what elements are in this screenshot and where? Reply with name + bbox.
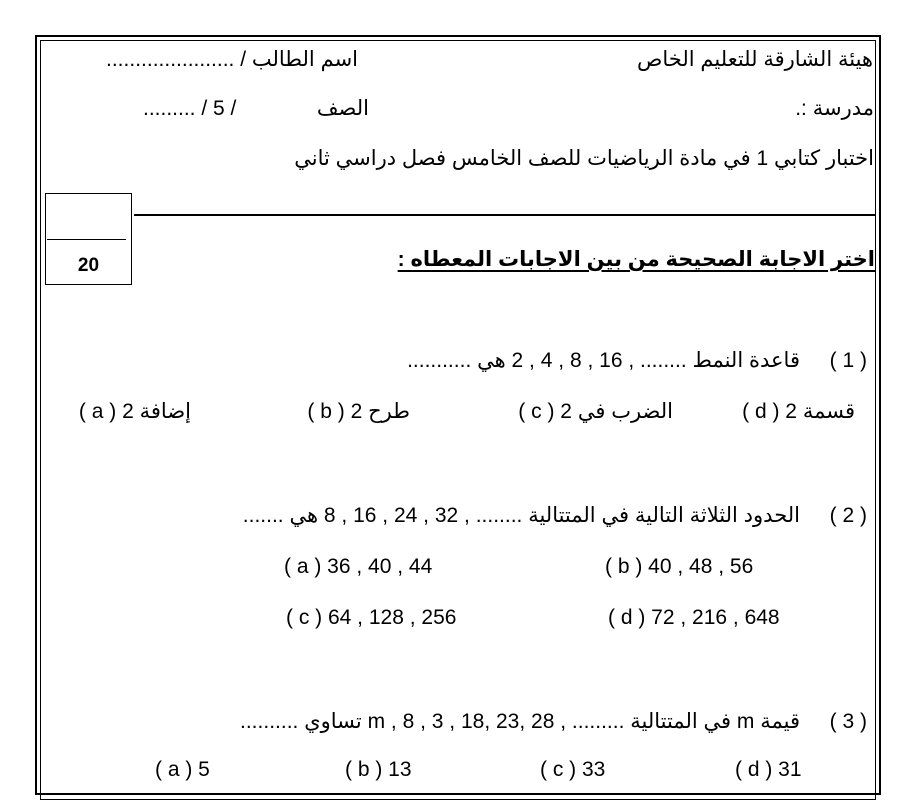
question-3-number: ( 3 ) — [829, 710, 867, 733]
question-3-text: قيمة m في المتتالية ......... , 28 ,23 ,18 , m , 8 , 3 تساوي .......... — [240, 710, 800, 733]
question-1-number: ( 1 ) — [829, 349, 867, 372]
question-1-option-a[interactable]: إضافة 2 ( a ) — [78, 400, 191, 423]
question-1-text: قاعدة النمط ........ , 16 , 8 , 4 , 2 هي ........... — [407, 349, 800, 372]
exam-title: اختبار كتابي 1 في مادة الرياضيات للصف الخامس فصل دراسي ثاني — [294, 147, 874, 170]
question-3-option-c[interactable]: ( c ) 33 — [540, 758, 606, 781]
question-2-text: الحدود الثلاثة التالية في المتتالية ........ , 32 , 24 , 16 , 8 هي ....... — [242, 504, 800, 527]
student-name-field: اسم الطالب / ...................... — [106, 48, 358, 71]
question-3-option-d[interactable]: ( d ) 31 — [735, 758, 802, 781]
question-1-option-c[interactable]: الضرب في 2 ( c ) — [518, 400, 673, 423]
score-total: 20 — [77, 255, 100, 276]
school-label: مدرسة :. — [795, 97, 874, 120]
question-2-option-d[interactable]: ( d ) 72 , 216 , 648 — [608, 606, 780, 629]
question-3-option-b[interactable]: ( b ) 13 — [345, 758, 412, 781]
question-1-option-d[interactable]: قسمة 2 ( d ) — [742, 400, 855, 423]
question-3-option-a[interactable]: ( a ) 5 — [155, 758, 210, 781]
question-2-number: ( 2 ) — [829, 504, 867, 527]
question-1-option-b[interactable]: طرح 2 ( b ) — [307, 400, 410, 423]
question-2-option-c[interactable]: ( c ) 64 , 128 , 256 — [286, 606, 457, 629]
class-value: ......... / 5 / — [143, 97, 237, 120]
class-label: الصف — [316, 97, 369, 120]
question-2-option-a[interactable]: ( a ) 36 , 40 , 44 — [284, 555, 433, 578]
header-divider — [134, 214, 875, 216]
instruction: اختر الاجابة الصحيحة من بين الاجابات المعطاه : — [397, 248, 875, 271]
score-divider — [47, 239, 126, 240]
question-2-option-b[interactable]: ( b ) 40 , 48 , 56 — [605, 555, 754, 578]
authority-name: هيئة الشارقة للتعليم الخاص — [637, 48, 873, 71]
